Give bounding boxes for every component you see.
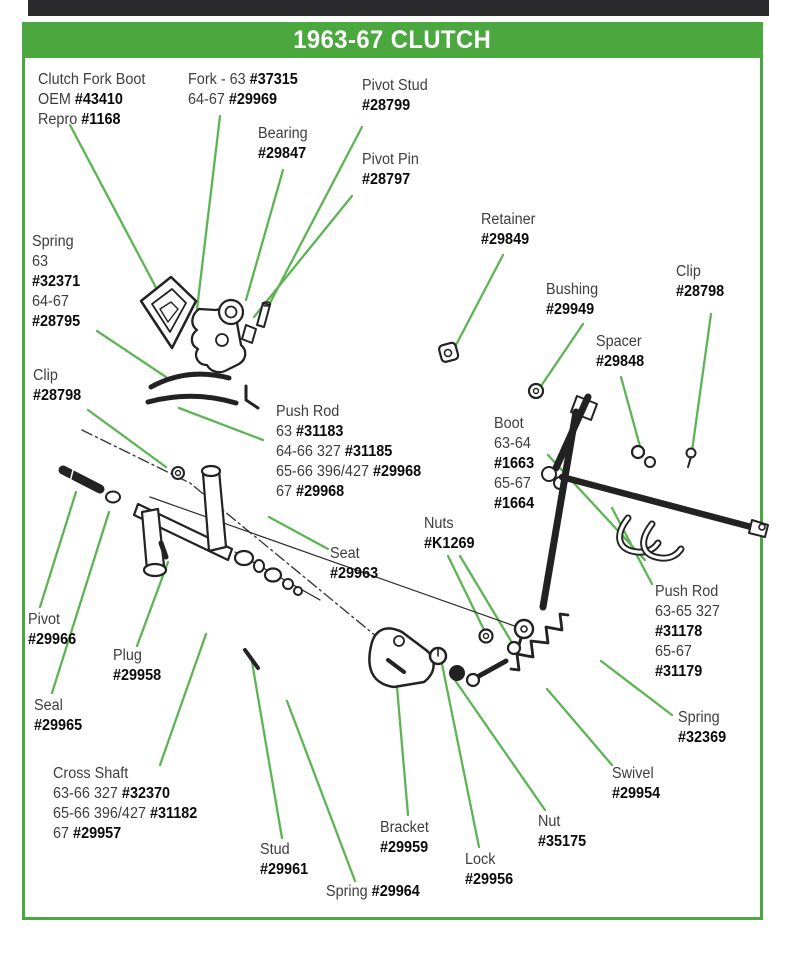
leader-line	[692, 314, 711, 451]
label-line: Fork - 63 #37315	[188, 71, 298, 88]
label-line: Cross Shaft	[53, 765, 129, 782]
label-line: #29961	[260, 861, 309, 878]
diagram-title: 1963-67 CLUTCH	[293, 25, 492, 54]
label-line: Pivot	[28, 611, 61, 628]
fork-boot-cluster-drawing	[141, 277, 271, 408]
label-line: #29849	[481, 231, 530, 248]
leader-line	[246, 170, 283, 300]
label-line: #29954	[612, 785, 661, 802]
label-line: #29959	[380, 839, 429, 856]
bracket-cluster-drawing	[369, 628, 464, 687]
label-line: Pivot Pin	[362, 151, 419, 168]
label-line: 65-66 396/427 #29968	[276, 463, 422, 480]
label-line: Bracket	[380, 819, 429, 836]
label-line: Nuts	[424, 515, 454, 532]
label-line: 63-65 327	[655, 603, 720, 620]
label-line: Spacer	[596, 333, 642, 350]
leader-line	[88, 410, 166, 467]
label-line: #28797	[362, 171, 411, 188]
label-line: Bearing	[258, 125, 308, 142]
label-line: 64-66 327 #31185	[276, 443, 393, 460]
cross-shaft-cluster-drawing	[63, 466, 320, 668]
leader-line	[254, 196, 352, 317]
label-line: #29949	[546, 301, 595, 318]
label-line: Boot	[494, 415, 524, 432]
leader-line	[287, 701, 355, 881]
label-line: Plug	[113, 647, 142, 664]
leader-line	[70, 125, 161, 297]
label-line: #32369	[678, 729, 727, 746]
label-line: Bushing	[546, 281, 599, 298]
label-line: Nut	[538, 813, 561, 830]
label-line: Spring #29964	[326, 883, 420, 900]
leader-line	[621, 377, 641, 450]
label-line: #29958	[113, 667, 162, 684]
label-line: 67 #29968	[276, 483, 345, 500]
part-drawings	[63, 277, 768, 687]
label-line: #28798	[33, 387, 82, 404]
label-line: Pivot Stud	[362, 77, 428, 94]
label-line: #29848	[596, 353, 645, 370]
label-line: 63-64	[494, 435, 531, 452]
label-line: Seal	[34, 697, 63, 714]
label-line: #29965	[34, 717, 83, 734]
leader-line	[40, 492, 76, 607]
label-line: Clip	[33, 367, 58, 384]
label-line: #28795	[32, 313, 81, 330]
leader-line	[456, 255, 503, 345]
label-line: #35175	[538, 833, 587, 850]
label-line: #1664	[494, 495, 535, 512]
label-line: Push Rod	[655, 583, 719, 600]
leader-line	[397, 687, 408, 815]
label-line: Stud	[260, 841, 290, 858]
label-line: #29966	[28, 631, 77, 648]
leader-line	[539, 324, 583, 389]
label-line: #29847	[258, 145, 307, 162]
label-line: #28798	[676, 283, 725, 300]
label-line: #29963	[330, 565, 379, 582]
label-line: 65-67	[494, 475, 531, 492]
label-line: 64-67 #29969	[188, 91, 277, 108]
label-line: #28799	[362, 97, 411, 114]
label-line: #31179	[655, 663, 703, 680]
label-line: Spring	[32, 233, 74, 250]
leader-line	[601, 661, 672, 715]
leader-line	[197, 116, 220, 309]
label-line: Clutch Fork Boot	[38, 71, 146, 88]
label-line: OEM #43410	[38, 91, 123, 108]
leader-line	[252, 662, 282, 838]
label-line: 64-67	[32, 293, 69, 310]
label-line: Repro #1168	[38, 111, 121, 128]
label-line: 63	[32, 253, 49, 270]
leader-line	[450, 673, 545, 810]
label-line: #29956	[465, 871, 514, 888]
label-line: 63-66 327 #32370	[53, 785, 171, 802]
label-line: Lock	[465, 851, 496, 868]
label-line: #32371	[32, 273, 81, 290]
label-line: Spring	[678, 709, 720, 726]
label-line: Retainer	[481, 211, 536, 228]
label-line: 65-66 396/427 #31182	[53, 805, 198, 822]
label-line: 67 #29957	[53, 825, 122, 842]
label-line: #1663	[494, 455, 535, 472]
leader-line	[269, 517, 328, 549]
leader-line	[179, 408, 263, 440]
label-line: #K1269	[424, 535, 475, 552]
leader-lines	[40, 116, 711, 881]
label-line: #31178	[655, 623, 703, 640]
leader-line	[97, 331, 166, 377]
leader-line	[160, 634, 206, 765]
label-line: Push Rod	[276, 403, 340, 420]
label-line: 63 #31183	[276, 423, 344, 440]
leader-line	[270, 127, 362, 303]
label-line: Clip	[676, 263, 701, 280]
leader-line	[547, 689, 612, 765]
label-line: Swivel	[612, 765, 654, 782]
label-line: Seat	[330, 545, 360, 562]
label-line: 65-67	[655, 643, 692, 660]
